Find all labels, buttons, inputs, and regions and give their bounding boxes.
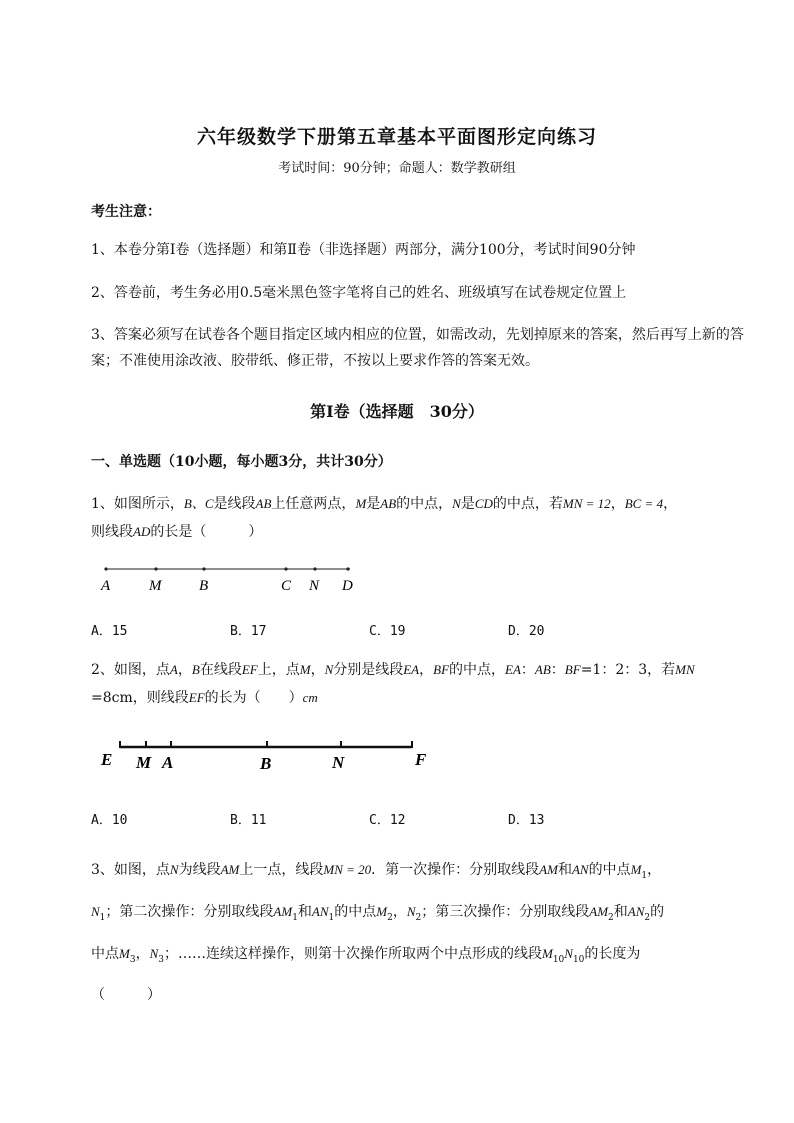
label-a: A (101, 578, 111, 594)
label-m: M (136, 753, 152, 772)
notice-heading: 考生注意： (91, 204, 161, 220)
page-title: 六年级数学下册第五章基本平面图形定向练习 (196, 126, 597, 148)
label-f: F (415, 750, 427, 769)
label-n: N (332, 753, 345, 772)
point-c-dot (284, 567, 287, 570)
question-2-figure (98, 735, 438, 775)
label-a: A (162, 753, 174, 772)
choice-b[interactable]: B．11 (230, 813, 267, 828)
question-1-figure (96, 560, 366, 596)
notice-item-3: 3、答案必须写在试卷各个题目指定区域内相应的位置，如需改动，先划掉原来的答案，然后再写上新的答案；不准使用涂改液、胶带纸、修正带，不按以上要求作答的答案无效。 (91, 327, 744, 369)
choice-a[interactable]: A．10 (91, 813, 128, 828)
exam-info: 考试时间：90分钟；命题人：数学教研组 (278, 161, 516, 176)
section-title: 第I卷（选择题 30分） (310, 402, 484, 421)
point-d-dot (346, 567, 349, 570)
point-a-dot (104, 567, 107, 570)
choice-b[interactable]: B．17 (230, 624, 267, 639)
label-n: N (309, 578, 320, 594)
point-n-dot (313, 567, 316, 570)
label-b: B (260, 754, 272, 773)
notice-item-1: 1、本卷分第I卷（选择题）和第Ⅱ卷（非选择题）两部分，满分100分，考试时间90分钟 (91, 242, 636, 258)
choice-c[interactable]: C．19 (369, 624, 406, 639)
notice-item-2: 2、答卷前，考生务必用0.5毫米黑色签字笔将自己的姓名、班级填写在试卷规定位置上 (91, 285, 627, 301)
point-b-dot (202, 567, 205, 570)
part-heading: 一、单选题（10小题，每小题3分，共计30分） (91, 454, 392, 470)
question-1-choices (91, 620, 711, 639)
label-m: M (149, 578, 162, 594)
label-e: E (101, 750, 113, 769)
question-2-text: 2、如图，点A，B在线段EF上，点M，N分别是线段EA，BF的中点，EA：AB：BF=1：2：3，若MN =8cm，则线段EF的长为（ ）cm (91, 662, 695, 706)
choice-a[interactable]: A．15 (91, 624, 128, 639)
point-m-dot (154, 567, 157, 570)
choice-c[interactable]: C．12 (369, 813, 406, 828)
label-d: D (342, 578, 353, 594)
question-1-text: 1、如图所示，B、C是线段AB上任意两点，M是AB的中点，N是CD的中点，若MN = 12，BC = 4， 则线段AD的长是（ ） (91, 496, 678, 540)
choice-d[interactable]: D．13 (508, 813, 545, 828)
question-2-choices (91, 809, 711, 828)
label-c: C (281, 578, 292, 594)
choice-d[interactable]: D．20 (508, 624, 545, 639)
question-3-text: 3、如图，点N为线段AM上一点，线段MN = 20．第一次操作：分别取线段AM和AN的中点$M_1$， $N_1$；第二次操作：分别取线段$AM_1$和$AN_1$的中点$M_2$，$N_2$；第三次操作：分别取线段$AM_2$和$AN_2$的 中点$M_3$，$N_3$；……连续这样操作，则第十次操作所取两个中点形成的线段$M_{10}N_{10}$的长度为 （ ） (91, 862, 665, 1004)
label-b: B (199, 578, 209, 594)
